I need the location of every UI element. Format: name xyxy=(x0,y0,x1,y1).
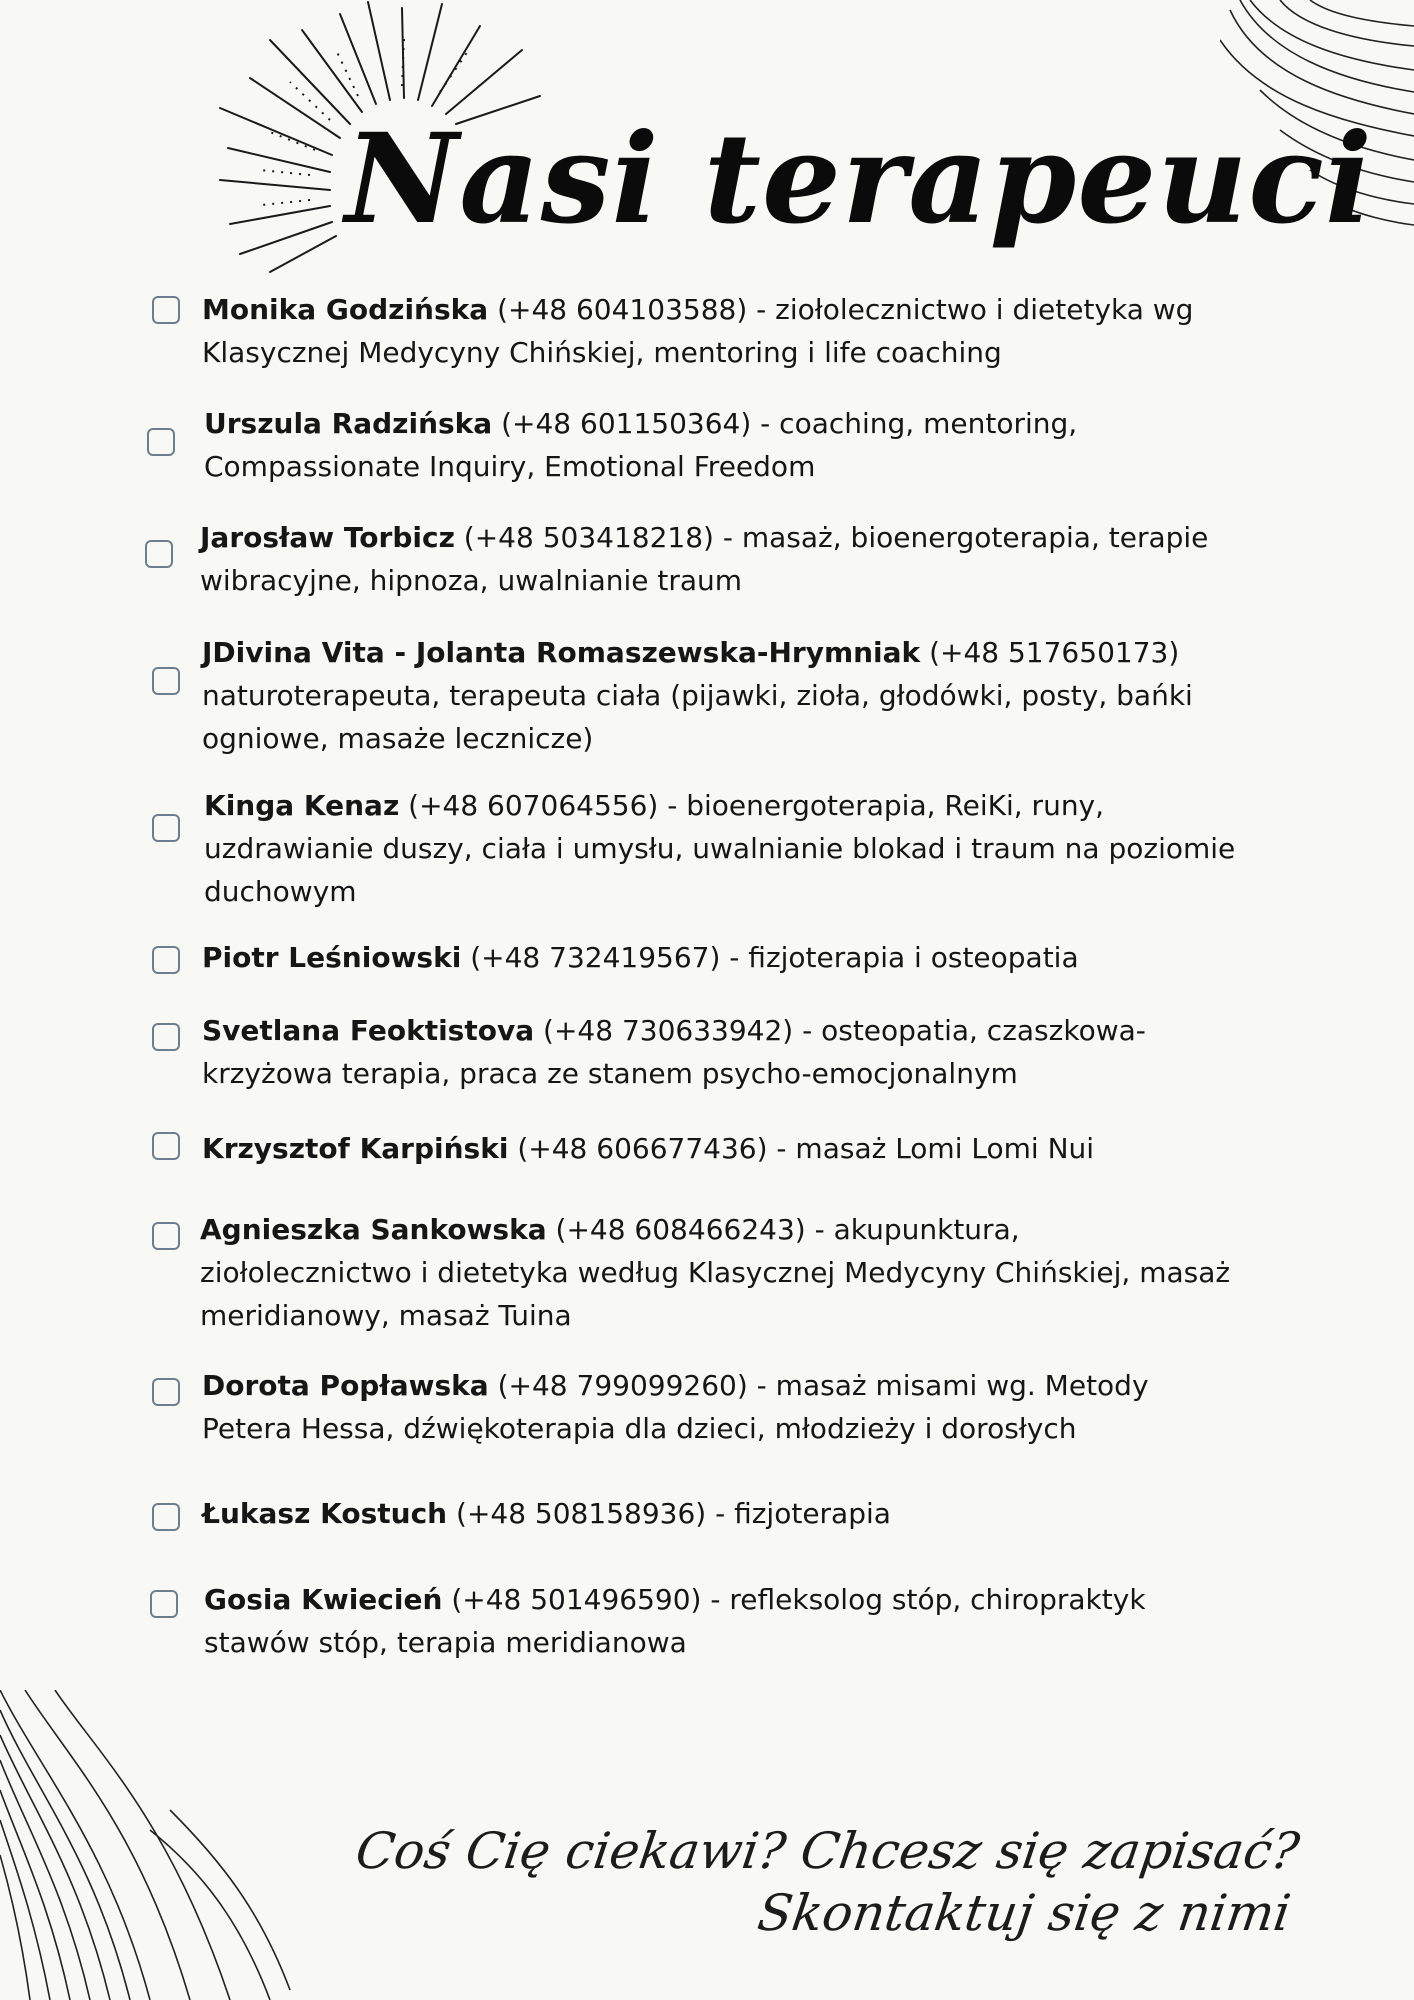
therapist-phone: (+48 604103588) xyxy=(497,293,748,326)
therapist-entry xyxy=(202,1492,1242,1535)
checkbox[interactable] xyxy=(152,1503,180,1531)
therapist-description: - masaż, bioenergoterapia, terapie wibracyjne, hipnoza, uwalnianie traum xyxy=(200,521,1209,597)
therapist-name: Jarosław Torbicz xyxy=(200,521,455,554)
therapist-phone: (+48 601150364) xyxy=(501,407,752,440)
therapist-name: Kinga Kenaz xyxy=(204,789,400,822)
checkbox[interactable] xyxy=(152,1222,180,1250)
footer-line-question: Coś Cię ciekawi? Chcesz się zapisać? xyxy=(351,1822,1303,1880)
checkbox[interactable] xyxy=(152,814,180,842)
therapist-description: - masaż Lomi Lomi Nui xyxy=(767,1132,1095,1165)
therapist-description: - akupunktura, ziołolecznictwo i dietetyka według Klasycznej Medycyny Chińskiej, masaż meridianowy, masaż Tuina xyxy=(200,1213,1231,1332)
checkbox[interactable] xyxy=(147,428,175,456)
therapist-entry xyxy=(200,1208,1240,1337)
therapist-entry xyxy=(204,402,1244,488)
checkbox[interactable] xyxy=(152,946,180,974)
therapist-name: Krzysztof Karpiński xyxy=(202,1132,509,1165)
therapist-entry xyxy=(204,784,1244,913)
therapist-description: naturoterapeuta, terapeuta ciała (pijawki, zioła, głodówki, posty, bańki ogniowe, masaże lecznicze) xyxy=(202,679,1193,755)
therapist-description: - fizjoterapia xyxy=(706,1497,891,1530)
therapist-phone: (+48 501496590) xyxy=(451,1583,702,1616)
therapist-entry xyxy=(204,1578,1244,1664)
therapist-phone: (+48 606677436) xyxy=(517,1132,768,1165)
therapist-phone: (+48 608466243) xyxy=(555,1213,806,1246)
checkbox[interactable] xyxy=(145,540,173,568)
checkbox[interactable] xyxy=(152,1023,180,1051)
therapist-entry xyxy=(202,1364,1242,1450)
therapist-entry xyxy=(202,936,1242,979)
therapist-entry xyxy=(202,1009,1242,1095)
therapist-phone: (+48 508158936) xyxy=(456,1497,707,1530)
therapist-name: Monika Godzińska xyxy=(202,293,489,326)
therapist-phone: (+48 799099260) xyxy=(497,1369,748,1402)
therapist-name: Agnieszka Sankowska xyxy=(200,1213,547,1246)
footer-line-contact: Skontaktuj się z nimi xyxy=(753,1884,1294,1942)
therapist-phone: (+48 517650173) xyxy=(929,636,1180,669)
therapist-entry xyxy=(200,516,1240,602)
therapist-entry xyxy=(202,1127,1242,1170)
therapist-description: - masaż misami wg. Metody Petera Hessa, dźwiękoterapia dla dzieci, młodzieży i dorosłych xyxy=(202,1369,1149,1445)
checkbox[interactable] xyxy=(152,1132,180,1160)
therapist-description: - refleksolog stóp, chiropraktyk stawów stóp, terapia meridianowa xyxy=(204,1583,1146,1659)
therapist-name: Urszula Radzińska xyxy=(204,407,493,440)
therapist-description: - bioenergoterapia, ReiKi, runy, uzdrawianie duszy, ciała i umysłu, uwalnianie blokad i traum na poziomie duchowym xyxy=(204,789,1236,908)
checkbox[interactable] xyxy=(150,1590,178,1618)
checkbox[interactable] xyxy=(152,296,180,324)
therapist-description: - coaching, mentoring, Compassionate Inquiry, Emotional Freedom xyxy=(204,407,1078,483)
therapist-description: - ziołolecznictwo i dietetyka wg Klasycznej Medycyny Chińskiej, mentoring i life coaching xyxy=(202,293,1194,369)
therapist-phone: (+48 503418218) xyxy=(463,521,714,554)
wave-lines-bottom-left xyxy=(0,1690,300,2000)
therapist-description: - osteopatia, czaszkowa-krzyżowa terapia, praca ze stanem psycho-emocjonalnym xyxy=(202,1014,1146,1090)
therapist-phone: (+48 730633942) xyxy=(543,1014,794,1047)
therapist-description: - fizjoterapia i osteopatia xyxy=(720,941,1079,974)
therapist-name: JDivina Vita - Jolanta Romaszewska-Hrymniak xyxy=(202,636,921,669)
therapist-name: Łukasz Kostuch xyxy=(202,1497,448,1530)
therapist-name: Piotr Leśniowski xyxy=(202,941,462,974)
therapist-phone: (+48 732419567) xyxy=(470,941,721,974)
therapist-entry xyxy=(202,631,1242,760)
therapist-phone: (+48 607064556) xyxy=(408,789,659,822)
checkbox[interactable] xyxy=(152,1378,180,1406)
footer-note xyxy=(343,1820,1303,1944)
therapist-name: Dorota Popławska xyxy=(202,1369,489,1402)
therapist-entry xyxy=(202,288,1242,374)
checkbox[interactable] xyxy=(152,667,180,695)
page-title: Nasi terapeuci xyxy=(345,107,1373,252)
therapist-name: Svetlana Feoktistova xyxy=(202,1014,535,1047)
therapist-name: Gosia Kwiecień xyxy=(204,1583,443,1616)
